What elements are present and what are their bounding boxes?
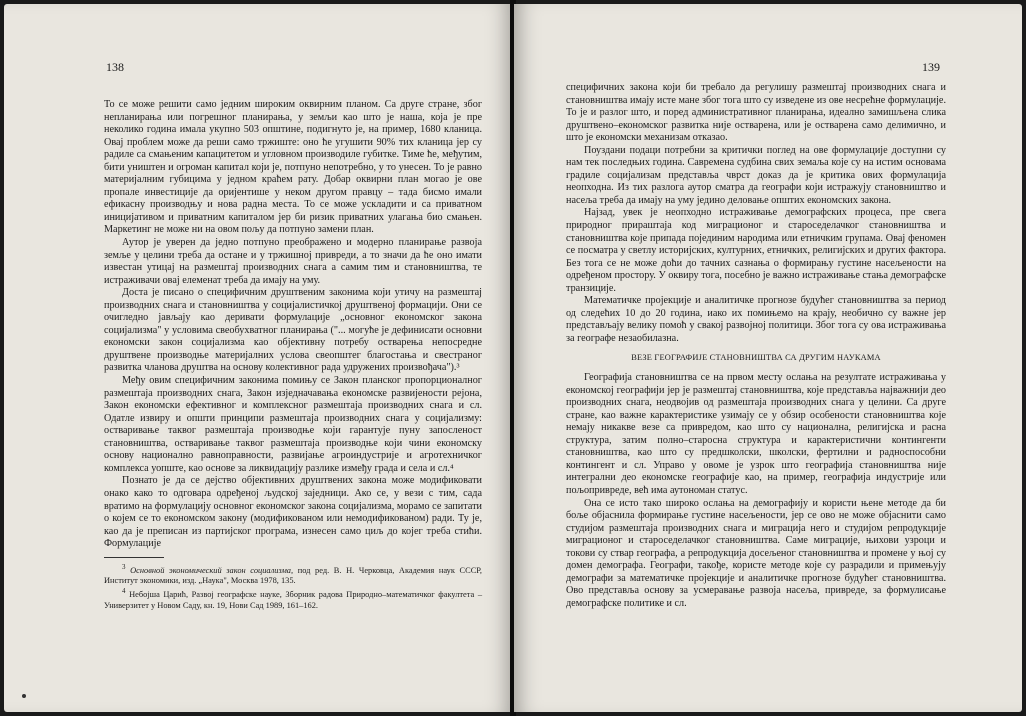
left-page-body	[104, 99, 482, 611]
footnote-rule	[104, 557, 164, 558]
left-page	[4, 4, 512, 712]
paragraph: Поуздани подаци потребни за критички поглед на ове формулације доступни су нам тек последњих година. Савремена судбина свих земаља које су на истим основама градиле социјализам представља чврст доказ да је критика ових формулација неопходна. Из тих разлога аутор сматра да географи који истражују становништво и насеља треба да имају на уму једино деловање општих економских закона.	[566, 144, 946, 206]
right-page	[514, 4, 1022, 712]
paragraph: Доста је писано о специфичним друштвеним законима који утичу на размештај производних снага и становништва у социјалистичкој друштвеној формацији. Они се очигледно јављају као деривати формулације „основног економског закона социјализма" у условима свеобухватног планирања ("... могуће је дефинисати основни економски закон социјализма као објективну потребу остварења непосредне друштвене производње материјалних услова свеопштег благостања и свестраног развитка чланова друштва на основу колективног рада удружених произвођача").³	[104, 287, 482, 374]
footnote-4	[104, 586, 482, 611]
page-number-right: 139	[922, 60, 940, 74]
footnote-italic: Основной экономический закон социализма,	[130, 565, 294, 575]
paragraph: Познато је да се дејство објективних друштвених закона може модификовати онако како то одговара одређеној људској заједници. Ако се, у вези с тим, сада вратимо на формулацију основног економског закона социјализма, морамо се запитати о којем се то економском закону (модификованом или немодификованом) ради. Ту је, као да је преписан из партијског програма, изнесен само циљ до којег треба стићи. Формулације	[104, 475, 482, 550]
footnote-3	[104, 562, 482, 587]
page-mark	[22, 694, 26, 698]
footnote-mark: 3	[122, 562, 126, 571]
paragraph: Математичке пројекције и аналитичке прогнозе будућег становништва за период од следећих 10 до 20 година, иако их помињемо на крају, необично су важне јер представљају велику помоћ у свакој развојној политици. Због тога су ова истраживања за географе незаобилазна.	[566, 295, 946, 344]
paragraph: специфичних закона који би требало да регулишу размештај производних снага и становништва имају исте мане због тога што су изведене из ове несрећне формулације. То је и разлог што, и поред административног планирања, идеално замишљена слика друштвено–економског развитка није остварена, или је остварена само делимично, и што је економски механизам отказао.	[566, 82, 946, 144]
paragraph: То се може решити само једним широким оквирним планом. Са друге стране, због непланирања или погрешног планирања, у земљи као што је наша, која је пре неколико година имала укупно 503 општине, подигнуто је, на пример, 1680 кланица. Овај проблем може да реши само тржиште: оно ће угушити 90% тих кланица јер су радиле са смањеним капацитетом и угловном производиле губитке. Тиме ће, међутим, бити уништен и огроман капитал који је, потпуно непотребно, у то унесен. То је равно материјалним губицима у једном краћем рату. Добар оквирни план могао је ове пропале инвестиције да оријентише у неком другом правцу – тада бисмо имали ефикасну производњу и нова радна места. То се може ускладити и са приватном иницијативом и приватним капиталом јер би ризик приватних улагања био смањен. Маркетинг не може ни на овом пољу да потпуно замени план.	[104, 99, 482, 236]
paragraph: Географија становништва се на првом месту ослања на резултате истраживања у економској географији јер је размештај становништва, које представља најважнији део производних снага, неодвојив од размештаја производних снага у целини. Са друге стране, као важне карактеристике узимају се у обзир особености становништва које немају никакве везе са привредом, као што су национална, религијска и расна структура, затим полно–старосна структура и карактеристични контингенти становништва, као што су предшколски, школски, фертилни и радноспособни контингент и сл. Управо у овоме је узрок што географија становништва није интегрални део економске географије као, на пример, географија индустрије или пољопривреде, већ има аутономан статус.	[566, 372, 946, 496]
paragraph: Међу овим специфичним законима помињу се Закон планског пропорционалног размештаја производних снага, Закон изједначавања економске развијености рејона, Закон економски ефективног и комплексног размештаја производних снага и сл. Одатле извиру и општи принципи размештаја производних снага у социјализму: остваривање таквог размештаја производње који гарантује пуну запосленост становништва, остваривање таквог размештаја производње који чини економску основу национално равноправности, развијање агроиндустрије и агротехничког комплекса уопште, као основе за ликвидацију разлике између града и села и сл.⁴	[104, 375, 482, 474]
paragraph: Најзад, увек је неопходно истраживање демографских процеса, пре свега природног прираштаја код миграционог и староседелачког становништва и становништва које припада појединим народима или етничким групама. Овај феномен се посматра у светлу историјских, културних, етничких, религијских и других фактора. Без тога се не може доћи до тачних сазнања о формирању густине насељености на одређеном простору. У оквиру тога, посебно је важно истраживање стања демографске транзиције.	[566, 207, 946, 294]
page-number-left: 138	[106, 60, 124, 74]
right-page-body	[566, 82, 946, 610]
footnote-mark: 4	[122, 587, 126, 596]
footnote-text: Небојша Царић, Развој географске науке, Зборник радова Природно–математичког факултета – Универзитет у Новом Саду, кн. 19, Нови Сад 1989, 161–162.	[104, 590, 483, 610]
paragraph: Она се исто тако широко ослања на демографију и користи њене методе да би боље објаснила формирање густине насељености, јер се ово не може објаснити само студијом размештаја производних снага и миграција него и студијом репродукције миграционог и староседелачког становништва. Саме миграције, њихови узроци и токови су ствар географа, а репродукција досељеног становништва и промене у њој су домен демографа. Географи, такође, користе методе које су разрадили и примењују демографи за математичке пројекције и аналитичке прогнозе будућег становништва. Ово представља основу за усмеравање развоја насеља, привреде, за формулисање демографске политике и сл.	[566, 497, 946, 609]
section-heading: ВЕЗЕ ГЕОГРАФИЈЕ СТАНОВНИШТВА СА ДРУГИМ НАУКАМА	[631, 353, 881, 363]
paragraph: Аутор је уверен да једно потпуно преображено и модерно планирање развоја земље у целини треба да остане и у тржишној привреди, а то значи да ће оно имати известан утицај на размештај производних снага а самим тим и становништва, те истраживачи овај елеменат треба да имају на уму.	[104, 237, 482, 286]
footnote-text: под ред. В. Н. Черковца, Академия наук СССР, Институт экономики, изд. „Наука", Москва 1978, 135.	[104, 565, 482, 585]
